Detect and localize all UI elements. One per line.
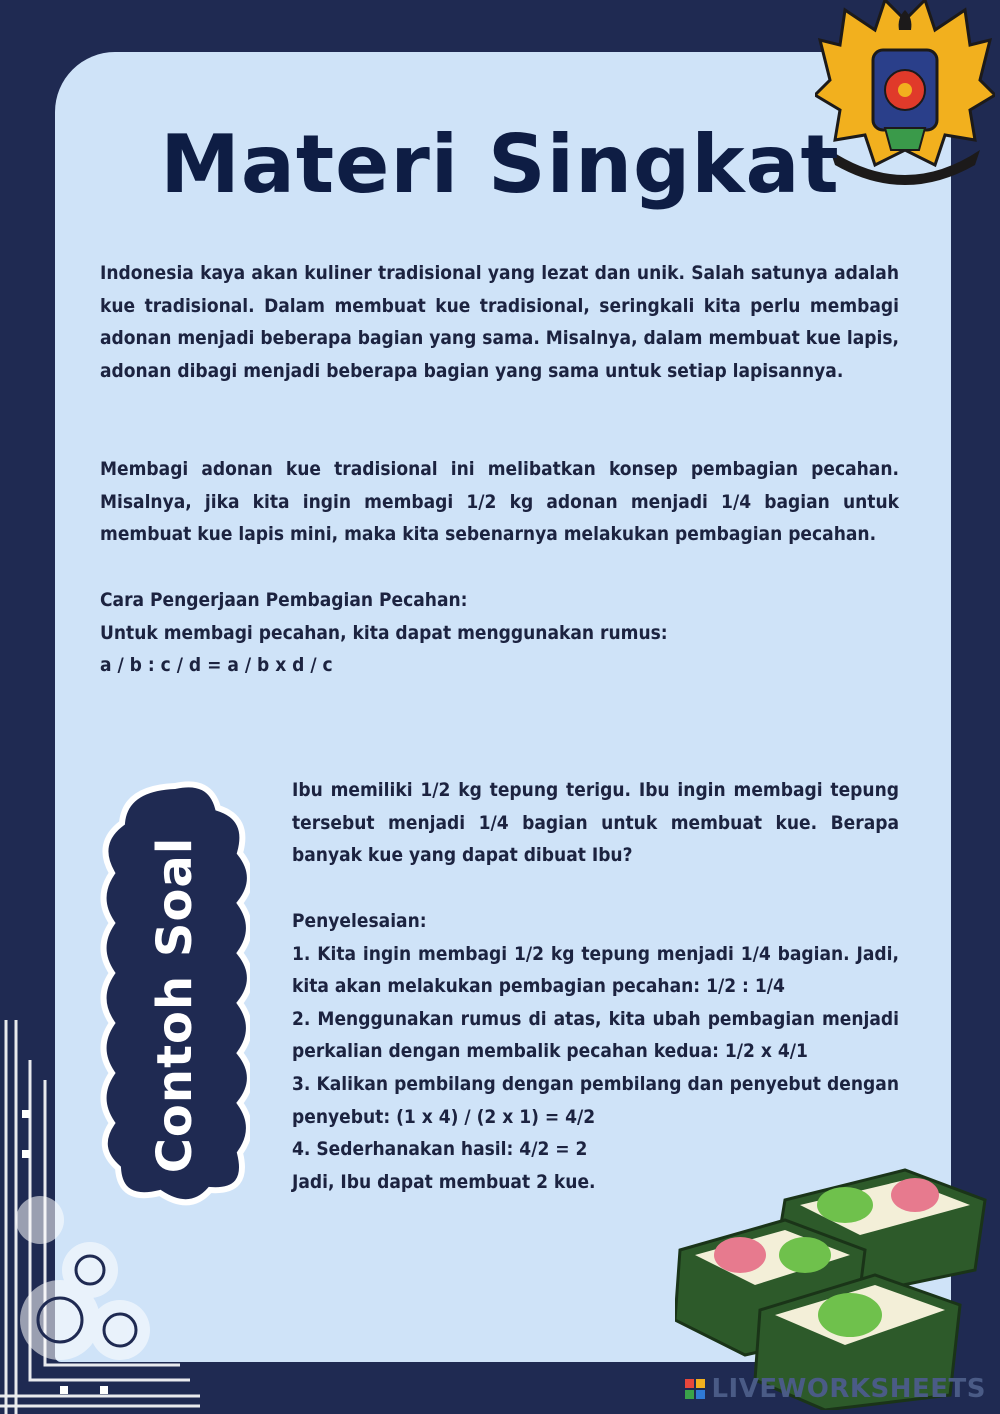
- formula: a / b : c / d = a / b x d / c: [100, 654, 333, 677]
- watermark: [685, 1374, 986, 1404]
- watermark-text: LIVEWORKSHEETS: [711, 1374, 986, 1404]
- batik-corner-ornament-icon: [0, 1020, 200, 1414]
- page-title: Materi Singkat: [160, 118, 840, 211]
- solution-heading: Penyelesaian:: [292, 910, 427, 932]
- liveworksheets-logo-icon: [685, 1379, 705, 1399]
- intro-paragraph-2: Membagi adonan kue tradisional ini melibatkan konsep pembagian pecahan. Misalnya, jika kita ingin membagi 1/2 kg adonan menjadi 1/4 bagian untuk membuat kue lapis mini, maka kita sebenarnya melakukan pembagian pecahan.: [100, 458, 899, 546]
- solution-section: [292, 905, 899, 1198]
- intro-paragraph-1: Indonesia kaya akan kuliner tradisional yang lezat dan unik. Salah satunya adalah kue tradisional. Dalam membuat kue tradisional, seringkali kita perlu membagi adonan menjadi beberapa bagian yang sama. Misalnya, dalam membuat kue lapis, adonan dibagi menjadi beberapa bagian yang sama untuk setiap lapisannya.: [100, 262, 899, 382]
- solution-step-2: 2. Menggunakan rumus di atas, kita ubah pembagian menjadi perkalian dengan membalik pecahan kedua: 1/2 x 4/1: [292, 1007, 899, 1063]
- example-question: Ibu memiliki 1/2 kg tepung terigu. Ibu ingin membagi tepung tersebut menjadi 1/4 bagian untuk membuat kue. Berapa banyak kue yang dapat dibuat Ibu?: [292, 779, 899, 867]
- solution-step-4: 4. Sederhanakan hasil: 4/2 = 2: [292, 1138, 588, 1161]
- solution-conclusion: Jadi, Ibu dapat membuat 2 kue.: [292, 1170, 596, 1193]
- method-section: [100, 584, 899, 682]
- kue-illustration-icon: [675, 1160, 1000, 1410]
- method-text: Untuk membagi pecahan, kita dapat menggunakan rumus:: [100, 621, 668, 644]
- solution-step-3: 3. Kalikan pembilang dengan pembilang dan penyebut dengan penyebut: (1 x 4) / (2 x 1) = 4/2: [292, 1072, 899, 1128]
- solution-step-1: 1. Kita ingin membagi 1/2 kg tepung menjadi 1/4 bagian. Jadi, kita akan melakukan pembagian pecahan: 1/2 : 1/4: [292, 942, 899, 998]
- method-heading: Cara Pengerjaan Pembagian Pecahan:: [100, 589, 468, 611]
- example-label: Contoh Soal: [147, 836, 203, 1174]
